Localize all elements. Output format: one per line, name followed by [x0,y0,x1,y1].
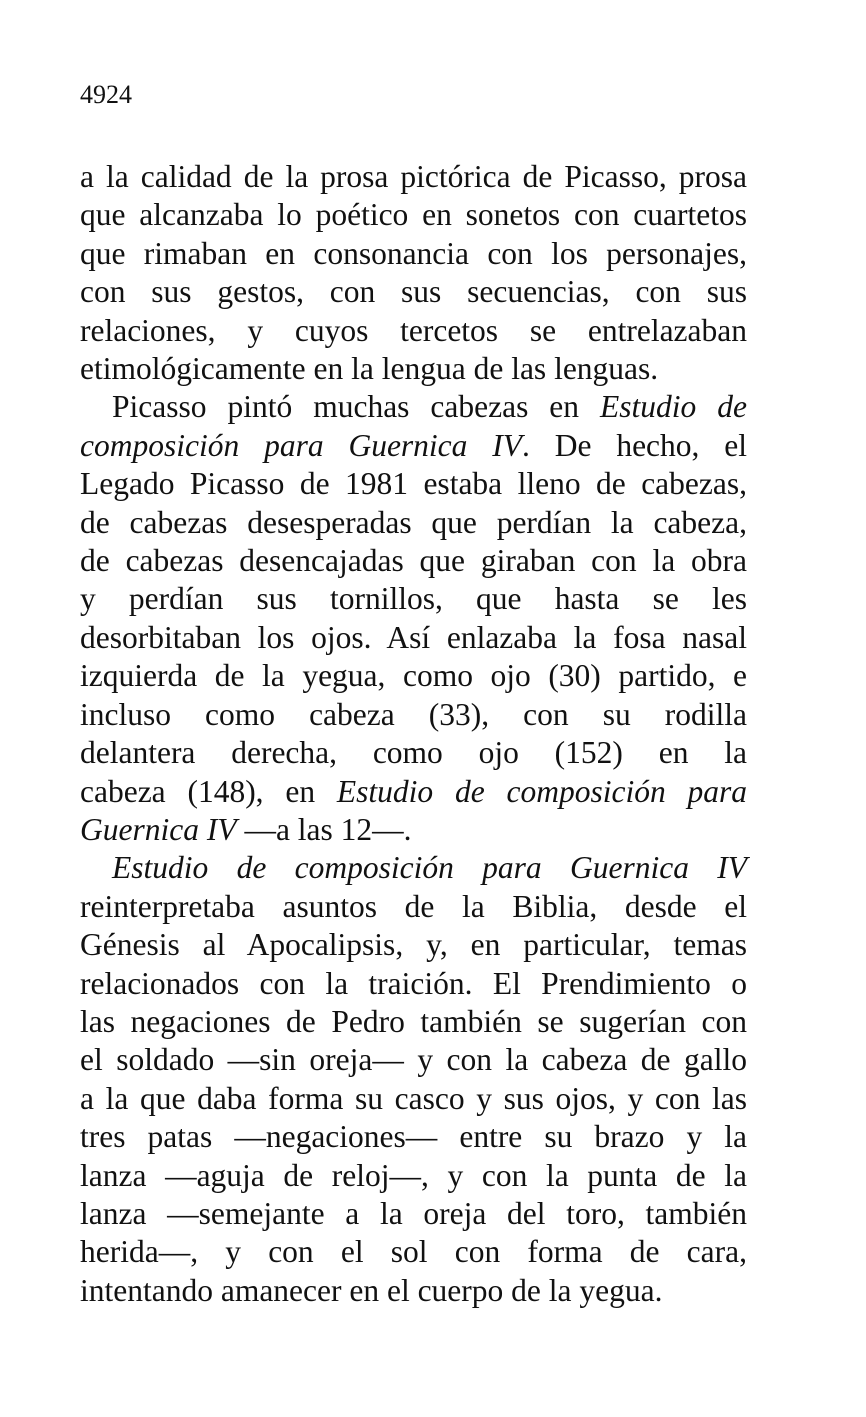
paragraph-3 [80,849,747,1310]
italic-title: Guernica IV [80,811,237,847]
text-line: Legado Picasso de 1981 estaba lleno de cabezas, [80,466,747,502]
text-line: las negaciones de Pedro también se sugerían con [80,1003,747,1039]
italic-title: Estudio de composición para Guernica IV [112,850,747,886]
text-line: con sus gestos, con sus secuencias, con sus [80,274,747,310]
paragraph-1 [80,158,747,388]
text-line: reinterpretaba asuntos de la Biblia, desde el [80,888,747,924]
text-line: y perdían sus tornillos, que hasta se les [80,581,747,617]
text-line [80,811,747,849]
text-line: lanza —semejante a la oreja del toro, también [80,1195,747,1231]
text-line [80,773,747,811]
paragraph-2 [80,388,747,849]
text-line: herida—, y con el sol con forma de cara, [80,1234,747,1270]
text-line: Génesis al Apocalipsis, y, en particular, temas [80,927,747,963]
italic-title: composición para Guernica IV [80,427,522,463]
text-line [80,849,747,887]
text-line: incluso como cabeza (33), con su rodilla [80,696,747,732]
text-line: desorbitaban los ojos. Así enlazaba la fosa nasal [80,619,747,655]
page-number: 4924 [80,80,132,109]
italic-title: Estudio de composición para [336,773,747,809]
body-text [80,158,747,1310]
text-line: que alcanzaba lo poético en sonetos con cuartetos [80,197,747,233]
text-run: cabeza (148), en [80,773,337,809]
text-line: de cabezas desencajadas que giraban con la obra [80,543,747,579]
text-line: izquierda de la yegua, como ojo (30) partido, e [80,658,747,694]
text-line [80,388,747,426]
text-run: —a las 12—. [236,811,412,847]
text-line: lanza —aguja de reloj—, y con la punta de la [80,1157,747,1193]
text-run: . De hecho, el [522,427,747,463]
text-run: Picasso pintó muchas cabezas en [112,389,601,425]
text-line: relacionados con la traición. El Prendimiento o [80,965,747,1001]
text-line: delantera derecha, como ojo (152) en la [80,735,747,771]
text-line: de cabezas desesperadas que perdían la cabeza, [80,504,747,540]
text-line: el soldado —sin oreja— y con la cabeza de gallo [80,1042,747,1078]
text-line: a la calidad de la prosa pictórica de Picasso, prosa [80,159,747,194]
italic-title: Estudio de [600,389,747,425]
text-line: a la que daba forma su casco y sus ojos, y con las [80,1080,747,1116]
text-line: tres patas —negaciones— entre su brazo y la [80,1119,747,1155]
text-line: relaciones, y cuyos tercetos se entrelazaban [80,312,747,348]
text-line: que rimaban en consonancia con los personajes, [80,235,747,271]
text-line: etimológicamente en la lengua de las lenguas. [80,351,659,387]
text-line: intentando amanecer en el cuerpo de la yegua. [80,1272,663,1308]
text-line [80,427,747,465]
